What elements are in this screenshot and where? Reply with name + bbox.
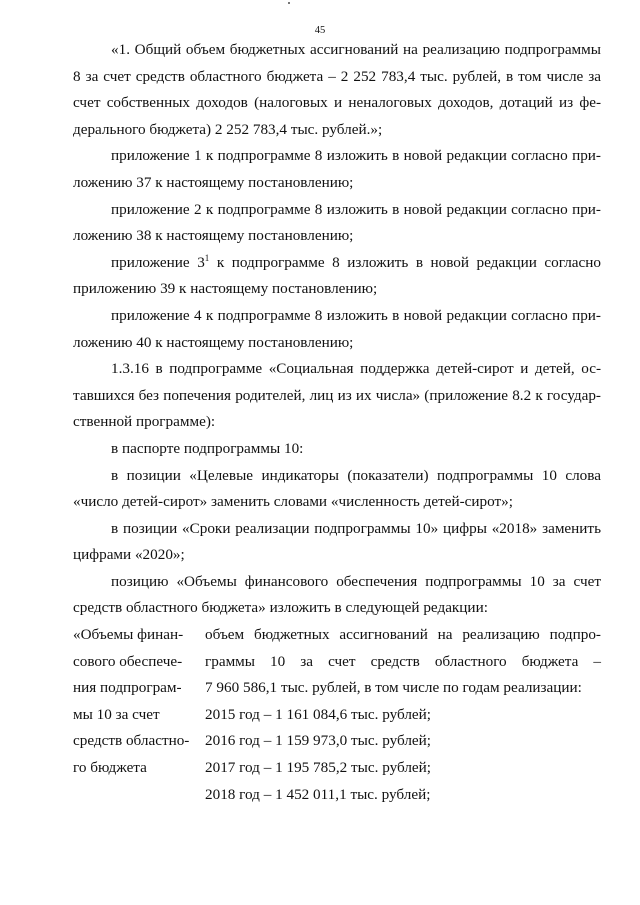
- text-line: тавшихся без попечения родителей, лиц из их числа» (приложение 8.2 к государ-: [73, 386, 601, 404]
- table-label-line: мы 10 за счет: [73, 705, 160, 723]
- text-line: средств областного бюджета» изложить в следующей редакции:: [73, 599, 488, 617]
- superscript: 1: [204, 252, 210, 263]
- table-label-line: «Объемы финан-: [73, 626, 184, 644]
- text-line: приложение 1 к подпрограмме 8 изложить в новой редакции согласно при-: [111, 147, 601, 165]
- text-line: ложению 40 к настоящему постановлению;: [73, 333, 354, 351]
- text-fragment: к подпрограмме 8 изложить в новой редакции согласно: [209, 253, 601, 271]
- table-label-line: го бюджета: [73, 759, 147, 777]
- text-line: позицию «Объемы финансового обеспечения подпрограммы 10 за счет: [111, 572, 601, 590]
- paragraph-indicators: [73, 463, 601, 516]
- text-line: цифрами «2020»;: [73, 546, 185, 564]
- paragraph-appendix-2: [73, 197, 601, 250]
- funding-table-label-column: [73, 622, 205, 808]
- text-line: приложение 4 к подпрограмме 8 изложить в новой редакции согласно при-: [111, 306, 601, 324]
- paragraph-appendix-4: [73, 303, 601, 356]
- paragraph-subprogram-header: [73, 356, 601, 436]
- table-value-line: граммы 10 за счет средств областного бюджета –: [205, 652, 601, 670]
- text-line: «число детей-сирот» заменить словами «численность детей-сирот»;: [73, 493, 513, 511]
- text-line: ственной программе):: [73, 413, 216, 431]
- text-line: 1.3.16 в подпрограмме «Социальная поддержка детей-сирот и детей, ос-: [111, 360, 601, 378]
- text-line: [73, 250, 601, 277]
- text-line: в паспорте подпрограммы 10:: [111, 439, 304, 457]
- text-line: счет собственных доходов (налоговых и неналоговых доходов, дотаций из фе-: [73, 94, 601, 112]
- table-label-line: сового обеспече-: [73, 652, 183, 670]
- table-value-line: 2017 год – 1 195 785,2 тыс. рублей;: [205, 759, 432, 777]
- paragraph-volumes: [73, 569, 601, 622]
- paragraph-total-budget: [73, 37, 601, 143]
- table-value-line: 2016 год – 1 159 973,0 тыс. рублей;: [205, 732, 432, 750]
- text-line: ложению 37 к настоящему постановлению;: [73, 173, 354, 191]
- table-value-line: объем бюджетных ассигнований на реализацию подпро-: [205, 626, 601, 644]
- text-line: приложение 2 к подпрограмме 8 изложить в новой редакции согласно при-: [111, 200, 601, 218]
- paragraph-passport: [73, 436, 601, 463]
- table-label-line: ния подпрограм-: [73, 679, 182, 697]
- table-value-line: 2018 год – 1 452 011,1 тыс. рублей;: [205, 785, 431, 803]
- text-fragment: приложение 3: [111, 253, 205, 271]
- scan-dot: [288, 2, 290, 4]
- text-line: приложению 39 к настоящему постановлению;: [73, 280, 378, 298]
- page-number: 45: [314, 25, 326, 36]
- text-line: «1. Общий объем бюджетных ассигнований на реализацию подпрограммы: [111, 41, 601, 58]
- funding-table: [73, 622, 601, 808]
- paragraph-appendix-3-1: [73, 250, 601, 303]
- paragraph-terms: [73, 516, 601, 569]
- text-line: дерального бюджета) 2 252 783,4 тыс. рублей.»;: [73, 120, 383, 138]
- paragraph-appendix-1: [73, 143, 601, 196]
- text-line: 8 за счет средств областного бюджета – 2 252 783,4 тыс. рублей, в том числе за: [73, 67, 601, 85]
- text-line: ложению 38 к настоящему постановлению;: [73, 227, 354, 245]
- funding-table-value-column: [205, 622, 601, 808]
- table-value-line: 7 960 586,1 тыс. рублей, в том числе по годам реализации:: [205, 679, 582, 697]
- text-line: в позиции «Целевые индикаторы (показатели) подпрограммы 10 слова: [111, 466, 601, 484]
- text-line: в позиции «Сроки реализации подпрограммы 10» цифры «2018» заменить: [111, 519, 601, 537]
- table-value-line: 2015 год – 1 161 084,6 тыс. рублей;: [205, 705, 432, 723]
- table-label-line: средств областно-: [73, 732, 190, 750]
- document-body: [73, 37, 601, 808]
